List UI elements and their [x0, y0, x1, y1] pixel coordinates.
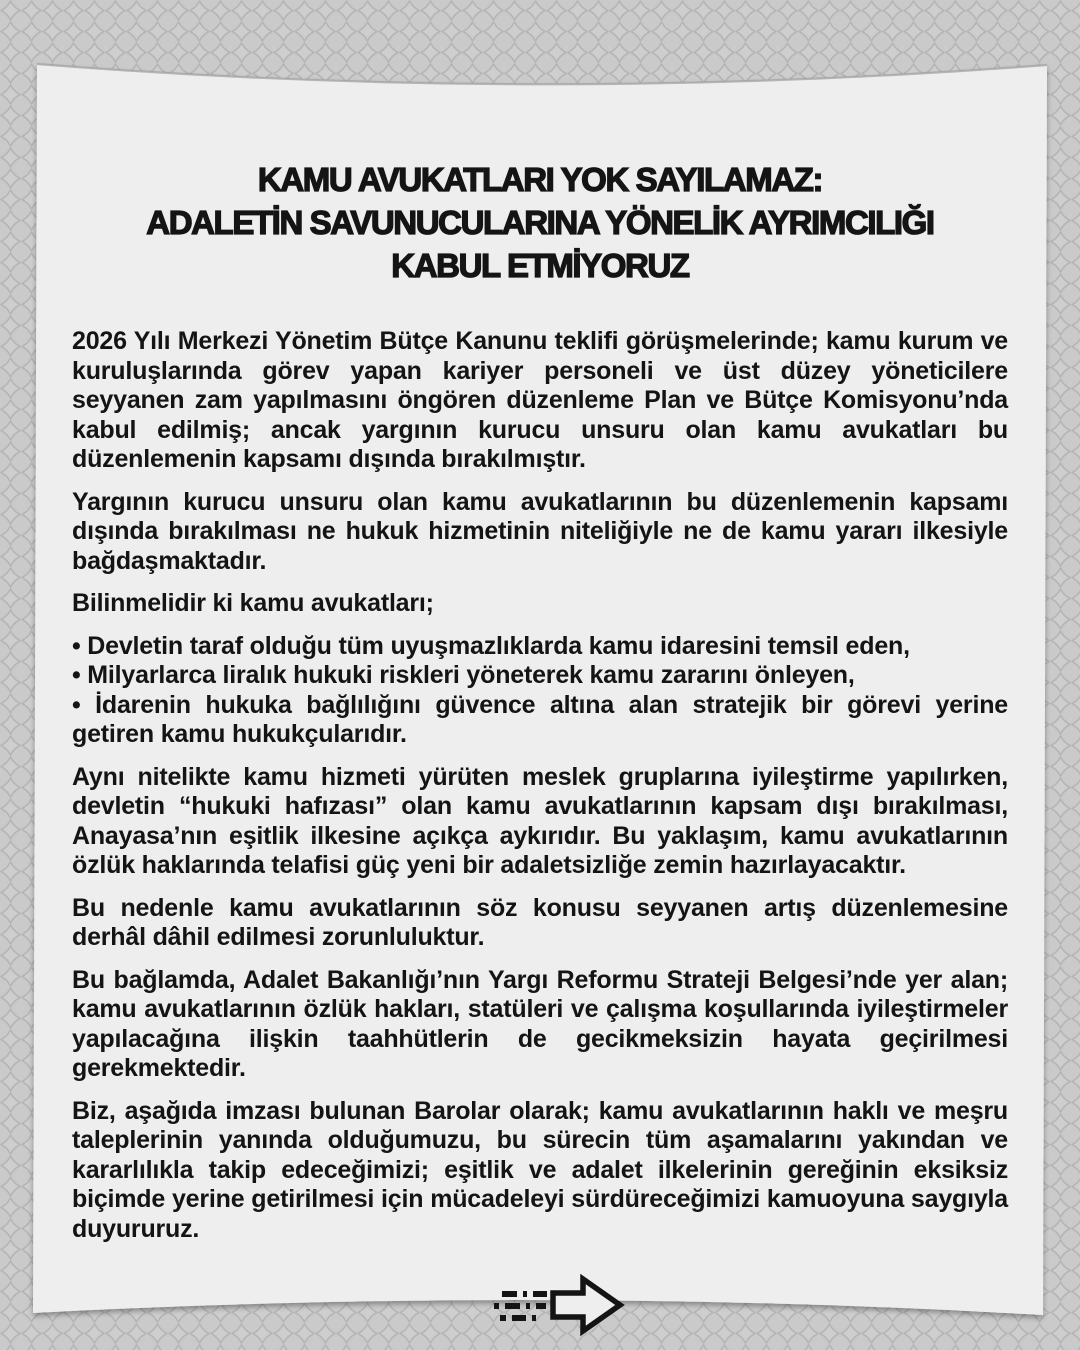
page-title [72, 158, 1008, 287]
paragraph: Yargının kurucu unsuru olan kamu avukatlarının bu düzenlemenin kapsamı dışında bırakılması ne hukuk hizmetinin niteliğiyle ne de kamu yararı ilkesiyle bağdaşmaktadır. [72, 487, 1008, 575]
page-title-line: KABUL ETMİYORUZ [391, 247, 689, 284]
paragraph: Bu bağlamda, Adalet Bakanlığı’nın Yargı Reformu Strateji Belgesi’nde yer alan; kamu avukatlarının özlük hakları, statüleri ve çalışma koşullarında iyileştirmeler yapılacağına ilişkin taahhütlerin de gecikmeksizin hayata geçirilmesi gerekmektedir. [72, 965, 1008, 1082]
paragraph: Aynı nitelikte kamu hizmeti yürüten meslek gruplarına iyileştirme yapılırken, devletin “hukuki hafızası” olan kamu avukatlarının kapsam dışı bırakılması, Anayasa’nın eşitlik ilkesine açıkça aykırıdır. Bu yaklaşım, kamu avukatlarının özlük haklarında telafisi güç yeni bir adaletsizliğe zemin hazırlayacaktır. [72, 762, 1008, 879]
bullet-item: • İdarenin hukuka bağlılığını güvence altına alan stratejik bir görevi yerine getiren kamu hukukçularıdır. [72, 690, 1008, 748]
paragraph: Bilinmelidir ki kamu avukatları; [72, 589, 434, 617]
bullet-item: • Devletin taraf olduğu tüm uyuşmazlıklarda kamu idaresini temsil eden, [72, 631, 910, 660]
paragraph: Bu nedenle kamu avukatlarının söz konusu seyyanen artış düzenlemesine derhâl dâhil edilmesi zorunluluktur. [72, 893, 1008, 951]
paragraph: Biz, aşağıda imzası bulunan Barolar olarak; kamu avukatlarının haklı ve meşru taleplerinin yanında olduğumuzu, bu sürecin tüm aşamalarını yakından ve kararlılıkla takip edeceğimizi; eşitlik ve adalet ilkelerinin gereğinin eksiksiz biçimde yerine getirilmesi için mücadeleyi sürdüreceğimizi kamuoyuna saygıyla duyururuz. [72, 1096, 1008, 1243]
statement-sheet [72, 158, 1008, 1244]
statement-body [72, 327, 1008, 1244]
page-title-line: ADALETİN SAVUNUCULARINA YÖNELİK AYRIMCILIĞI [146, 204, 934, 241]
bullet-item: • Milyarlarca liralık hukuki riskleri yöneterek kamu zararını önleyen, [72, 661, 855, 689]
paragraph: 2026 Yılı Merkezi Yönetim Bütçe Kanunu teklifi görüşmelerinde; kamu kurum ve kuruluşlarında görev yapan kariyer personeli ve üst düzey yöneticilere seyyanen zam yapılmasını öngören düzenleme Plan ve Bütçe Komisyonu’nda kabul edilmiş; ancak yargının kurucu unsuru olan kamu avukatları bu düzenlemenin kapsamı dışında bırakılmıştır. [72, 327, 1008, 473]
page-title-line: KAMU AVUKATLARI YOK SAYILAMAZ: [257, 161, 823, 198]
